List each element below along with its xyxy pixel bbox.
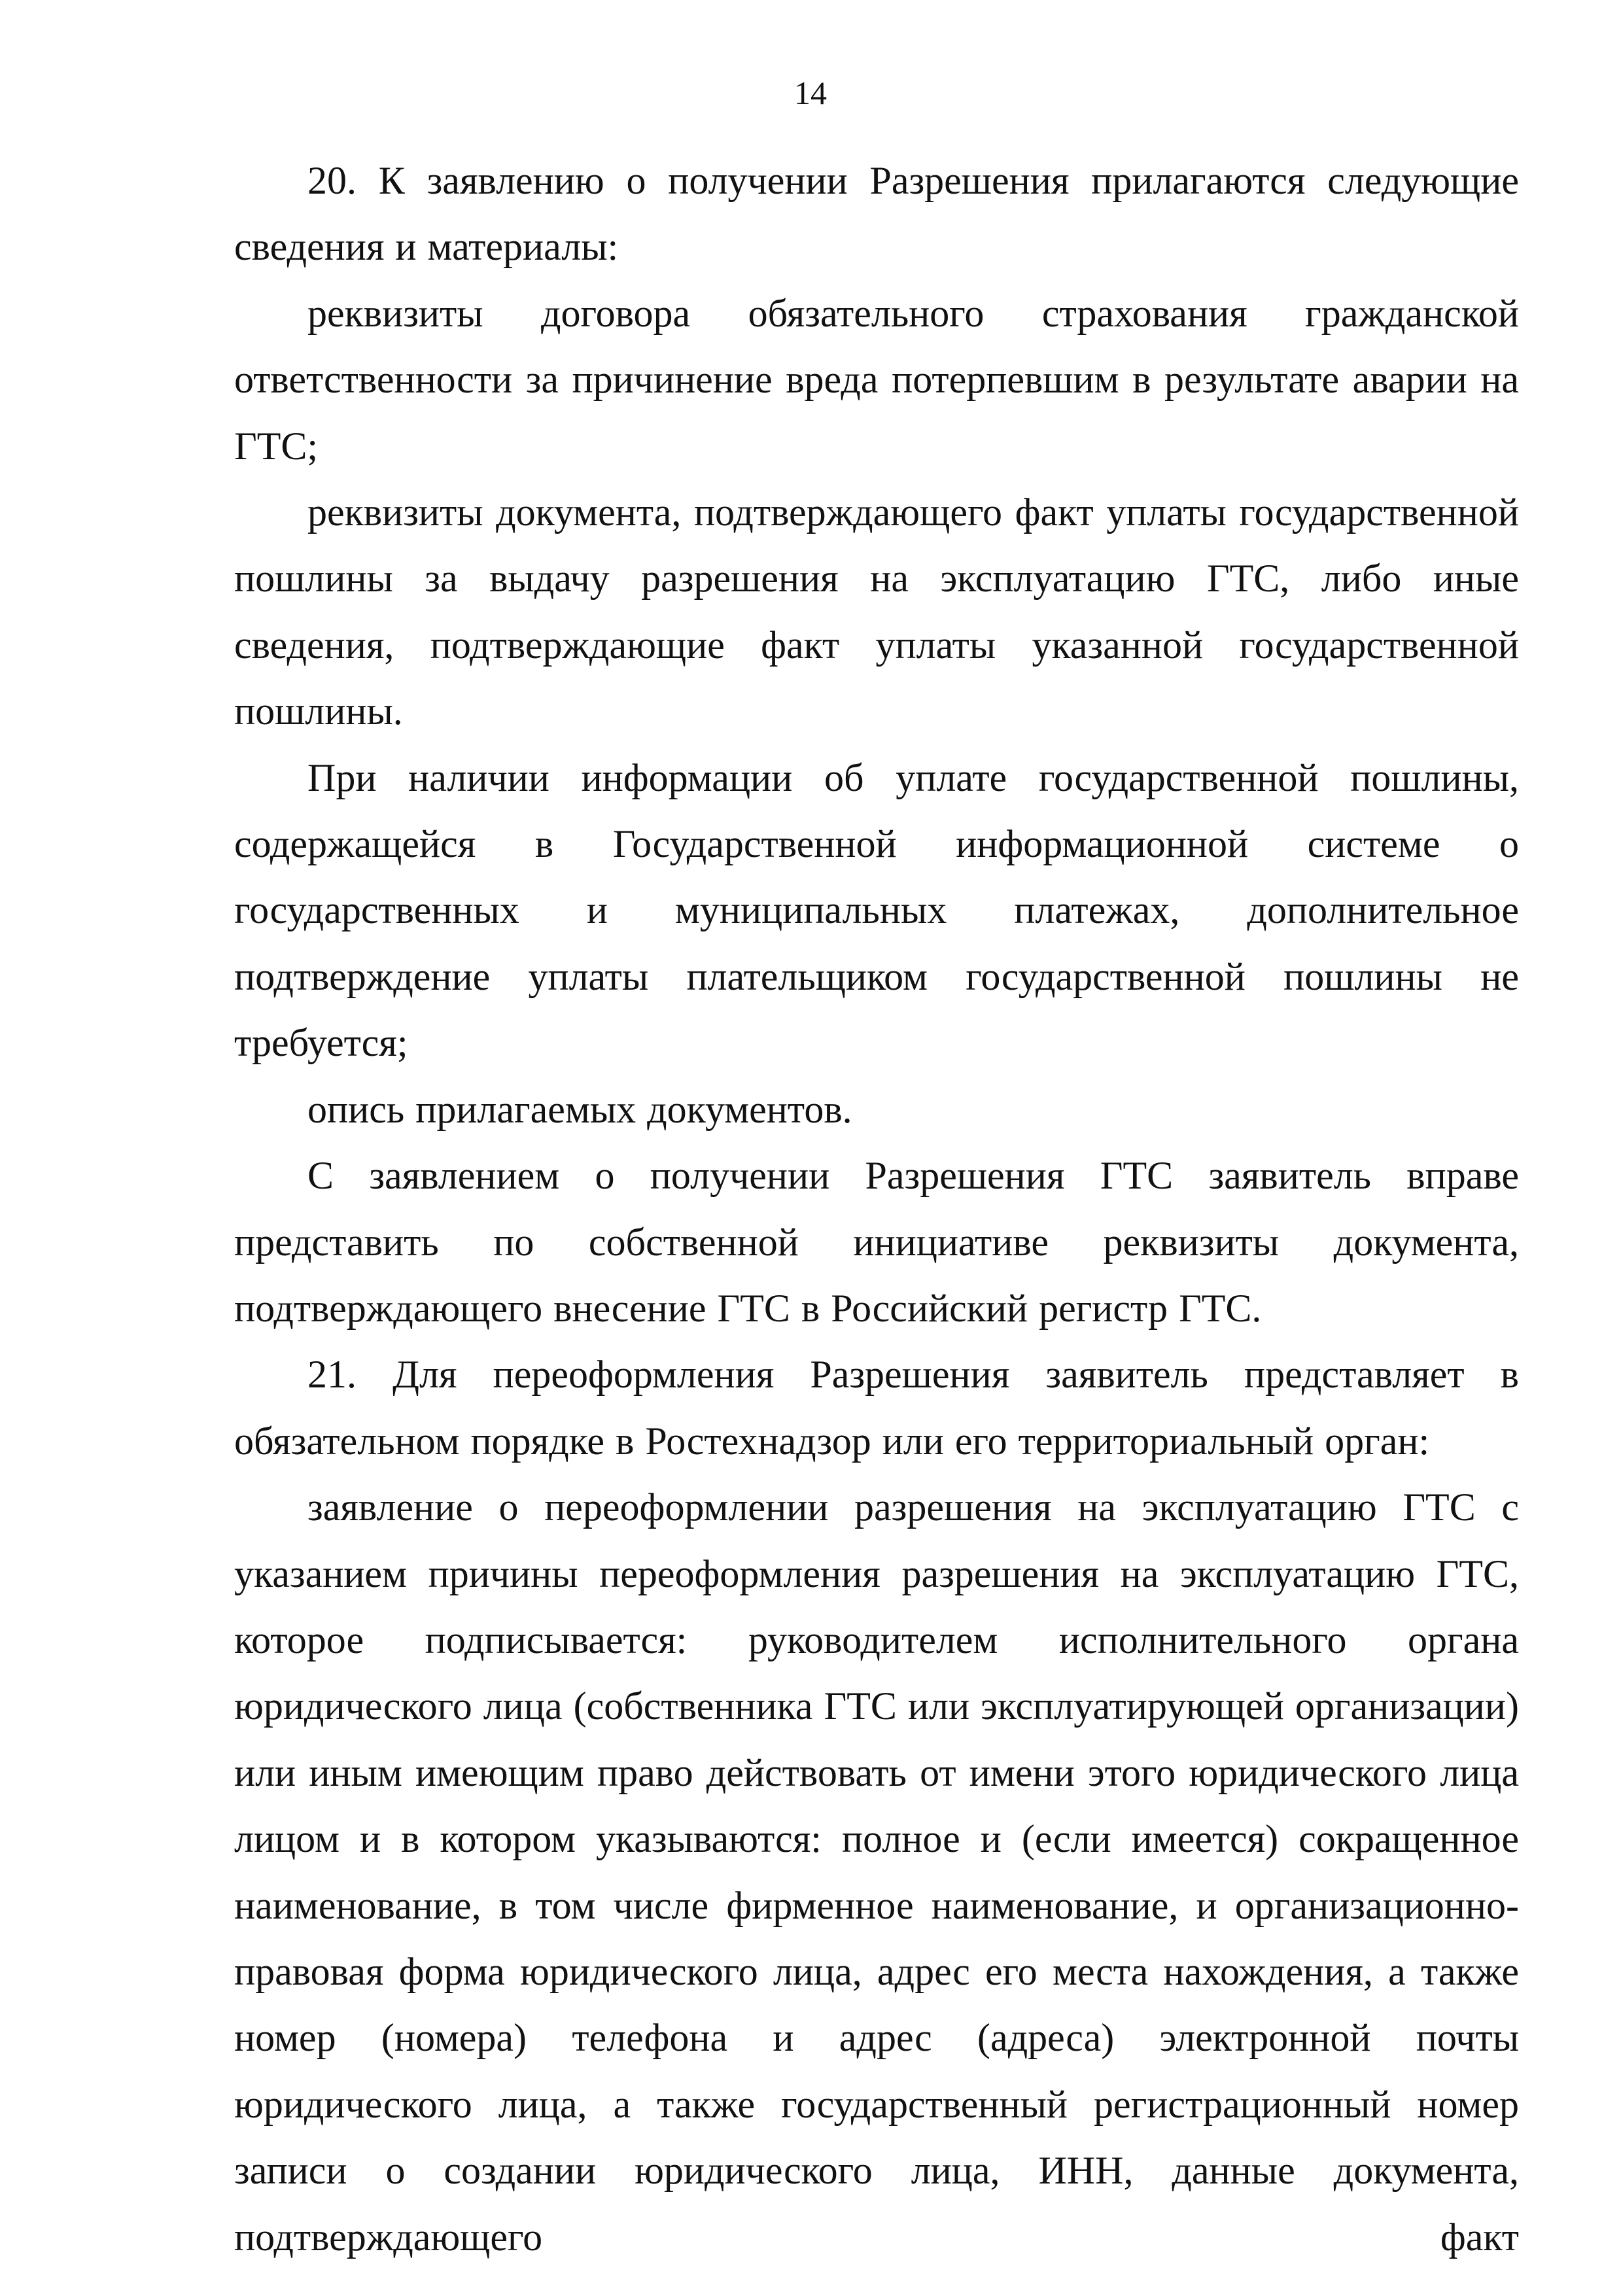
paragraph-item-21: 21. Для переоформления Разрешения заявитель представляет в обязательном порядке в Ростехнадзор или его территориальный орган: (234, 1353, 1519, 1463)
document-body (234, 148, 1519, 2270)
page-number: 14 (794, 75, 827, 111)
paragraph-insurance-details: реквизиты договора обязательного страхования гражданской ответственности за причинение вреда потерпевшим в результате аварии на ГТС; (234, 291, 1519, 468)
paragraph-register-details: С заявлением о получении Разрешения ГТС заявитель вправе представить по собственной инициативе реквизиты документа, подтверждающего внесение ГТС в Российский регистр ГТС. (234, 1154, 1519, 1330)
paragraph-reissue-application: заявление о переоформлении разрешения на эксплуатацию ГТС с указанием причины переоформления разрешения на эксплуатацию ГТС, которое подписывается: руководителем исполнительного органа юридического лица (собственника ГТС или эксплуатирующей организации) или иным имеющим право действовать от имени этого юридического лица лицом и в котором указываются: полное и (если имеется) сокращенное наименование, в том числе фирменное наименование, и организационно-правовая форма юридического лица, адрес его места нахождения, а также номер (номера) телефона и адрес (адреса) электронной почты юридического лица, а также государственный регистрационный номер записи о создании юридического лица, ИНН, данные документа, подтверждающего факт (234, 1486, 1519, 2259)
paragraph-gis-payment-info: При наличии информации об уплате государственной пошлины, содержащейся в Государственной информационной системе о государственных и муниципальных платежах, дополнительное подтверждение уплаты плательщиком государственной пошлины не требуется; (234, 756, 1519, 1065)
paragraph-fee-payment-details: реквизиты документа, подтверждающего факт уплаты государственной пошлины за выдачу разрешения на эксплуатацию ГТС, либо иные сведения, подтверждающие факт уплаты указанной государственной пошлины. (234, 491, 1519, 733)
paragraph-document-inventory: опись прилагаемых документов. (307, 1087, 852, 1131)
paragraph-item-20: 20. К заявлению о получении Разрешения прилагаются следующие сведения и материалы: (234, 159, 1519, 269)
